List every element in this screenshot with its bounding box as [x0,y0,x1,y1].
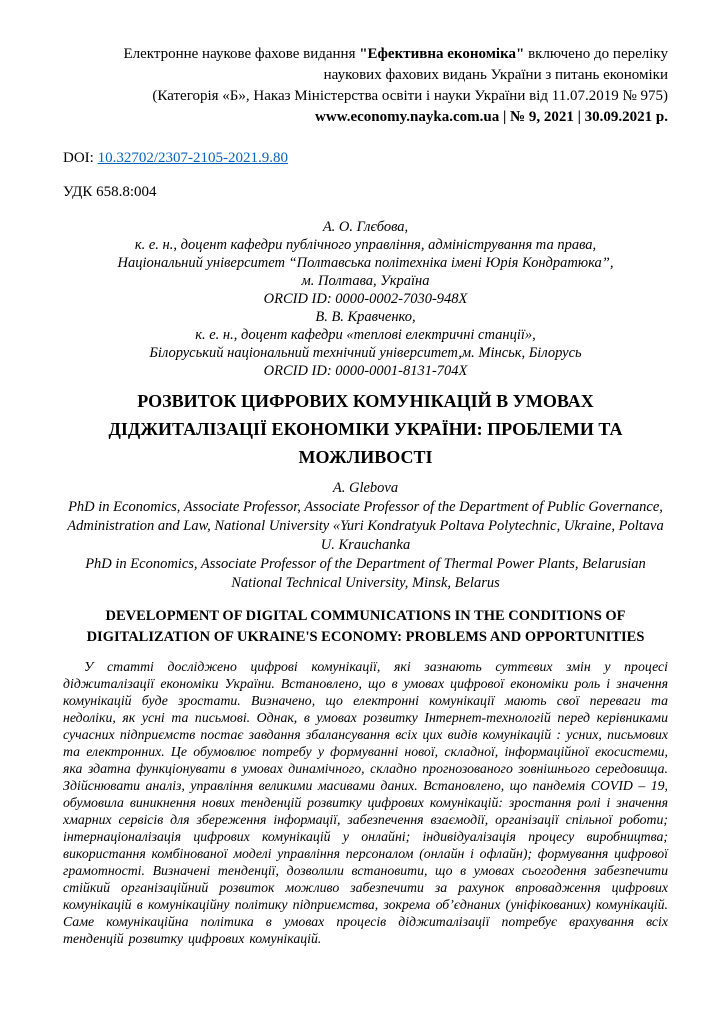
journal-header-text: Електронне наукове фахове видання [123,46,360,62]
authors-block-ua [63,218,668,380]
journal-header-line-1 [63,44,668,65]
journal-header-line-2: наукових фахових видань України з питань економіки [323,67,668,83]
article-title-ua: РОЗВИТОК ЦИФРОВИХ КОМУНІКАЦІЙ В УМОВАХ ДІДЖИТАЛІЗАЦІЇ ЕКОНОМІКИ УКРАЇНИ: ПРОБЛЕМИ ТА МОЖЛИВОСТІ [108,391,623,467]
author-en-affiliation: PhD in Economics, Associate Professor, Associate Professor of the Department of Public Governance, Administration and Law, National University «Yuri Kondratyuk Poltava Polytechnic, Ukraine, Poltava [67,499,664,534]
authors-block-en [63,479,668,593]
doi-link[interactable]: 10.32702/2307-2105-2021.9.80 [97,150,288,166]
author-ua-affiliation: к. е. н., доцент кафедри публічного управління, адміністрування та права, [134,237,597,253]
journal-header [63,44,668,128]
author-ua-affiliation: к. е. н., доцент кафедри «теплові електричні станції», [195,327,536,343]
article-title-en: DEVELOPMENT OF DIGITAL COMMUNICATIONS IN THE CONDITIONS OF DIGITALIZATION OF UKRAINE'S ECONOMY: PROBLEMS AND OPPORTUNITIES [86,608,645,645]
abstract-text: У статті досліджено цифрові комунікації, які зазнають суттєвих змін у процесі діджиталізації економіки України. Встановлено, що в умовах цифрової економіки роль і значення комунікацій буде зростати. Визначено, що електронні комунікації мають свої переваги та недоліки, як усні та письмові. Однак, в умовах розвитку Інтернет-технологій перед керівниками сучасних підприємств постає завдання збалансування всіх цих видів комунікацій : усних, письмових та електронних. Це обумовлює потребу у формуванні нової, складної, інформаційної екосистеми, яка здатна функціонувати в умовах динамічного, складно прогнозованого зовнішнього середовища. Здійснювати аналіз, управління великими масивами даних. Встановлено, що пандемія COVID – 19, обумовила виникнення нових тенденцій розвитку цифрових комунікацій: зростання ролі і значення хмарних сервісів для збереження інформації, забезпечення взаємодії, організації спільної роботи; інтернаціоналізація цифрових комунікацій у онлайні; індивідуалізація процесу виробництва; використання комбінованої моделі управління персоналом (онлайн і офлайн); формування цифрової грамотності. Визначені тенденції, дозволили встановити, що в умовах сьогодення забезпечити стійкий організаційний розвиток можливо забезпечити за рахунок впровадження цифрових комунікацій в комунікаційну політику підприємства, зокрема об’єднаних (уніфікованих) комунікацій. Саме комунікаційна політика в умовах процесів діджиталізації потребує врахування всіх тенденцій розвитку цифрових комунікацій. [63,659,668,946]
journal-header-line-3: (Категорія «Б», Наказ Міністерства освіти і науки України від 11.07.2019 № 975) [152,88,668,104]
doi-label: DOI: [63,150,98,166]
journal-issue-info: www.economy.nayka.com.ua | № 9, 2021 | 30.09.2021 р. [315,109,668,125]
doi-row [63,148,668,169]
author-en-name: A. Glebova [332,480,399,496]
author-ua-orcid: ORCID ID: 0000-0001-8131-704X [263,363,468,379]
author-ua-affiliation: Білоруський національний технічний університет,м. Мінськ, Білорусь [149,345,582,361]
author-en-name: U. Krauchanka [320,537,411,553]
journal-name: "Ефективна економіка" [359,46,525,62]
author-ua-city: м. Полтава, Україна [301,273,430,289]
author-ua-orcid: ORCID ID: 0000-0002-7030-948X [263,291,468,307]
author-ua-name: В. В. Кравченко, [315,309,416,325]
author-ua-name: А. О. Глєбова, [322,219,409,235]
journal-header-text: включено до переліку [524,46,668,62]
author-ua-affiliation: Національний університет “Полтавська політехніка імені Юрія Кондратюка”, [117,255,614,271]
author-en-affiliation: PhD in Economics, Associate Professor of the Department of Thermal Power Plants, Belarusian National Technical University, Minsk, Belarus [85,556,646,591]
udk-code: УДК 658.8:004 [63,184,157,200]
